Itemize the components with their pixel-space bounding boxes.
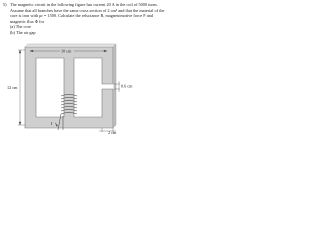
coil-current-label: I (51, 121, 53, 126)
core-top-face (25, 44, 116, 47)
question-sentence-4: magnetic flux Φ for (10, 18, 45, 24)
iron-core (25, 47, 113, 128)
height-dimension (18, 50, 25, 125)
magnetic-circuit-figure (0, 0, 200, 135)
gap-label: 0.6 cm (121, 83, 133, 89)
height-label: 12 cm (7, 85, 18, 90)
branch-label: 2 cm (108, 130, 117, 135)
question-number: 5) (3, 2, 7, 7)
part-a-label: (a) The core (10, 24, 31, 30)
air-gap (102, 84, 114, 89)
part-b-label: (b) The air gap (10, 29, 36, 35)
question-sentence-2: Assume that all branches have the same cross section of 2 cm² and that the material of the (10, 7, 165, 13)
question-sentence-3: core is iron with μr = 1500. Calculate the reluctance R, magnetomotive force F and (10, 13, 153, 19)
question-sentence-1: The magnetic circuit in the following figure has current 20 A in the coil of 5000 turns. (10, 2, 158, 7)
width-label: 10 cm (61, 48, 72, 54)
